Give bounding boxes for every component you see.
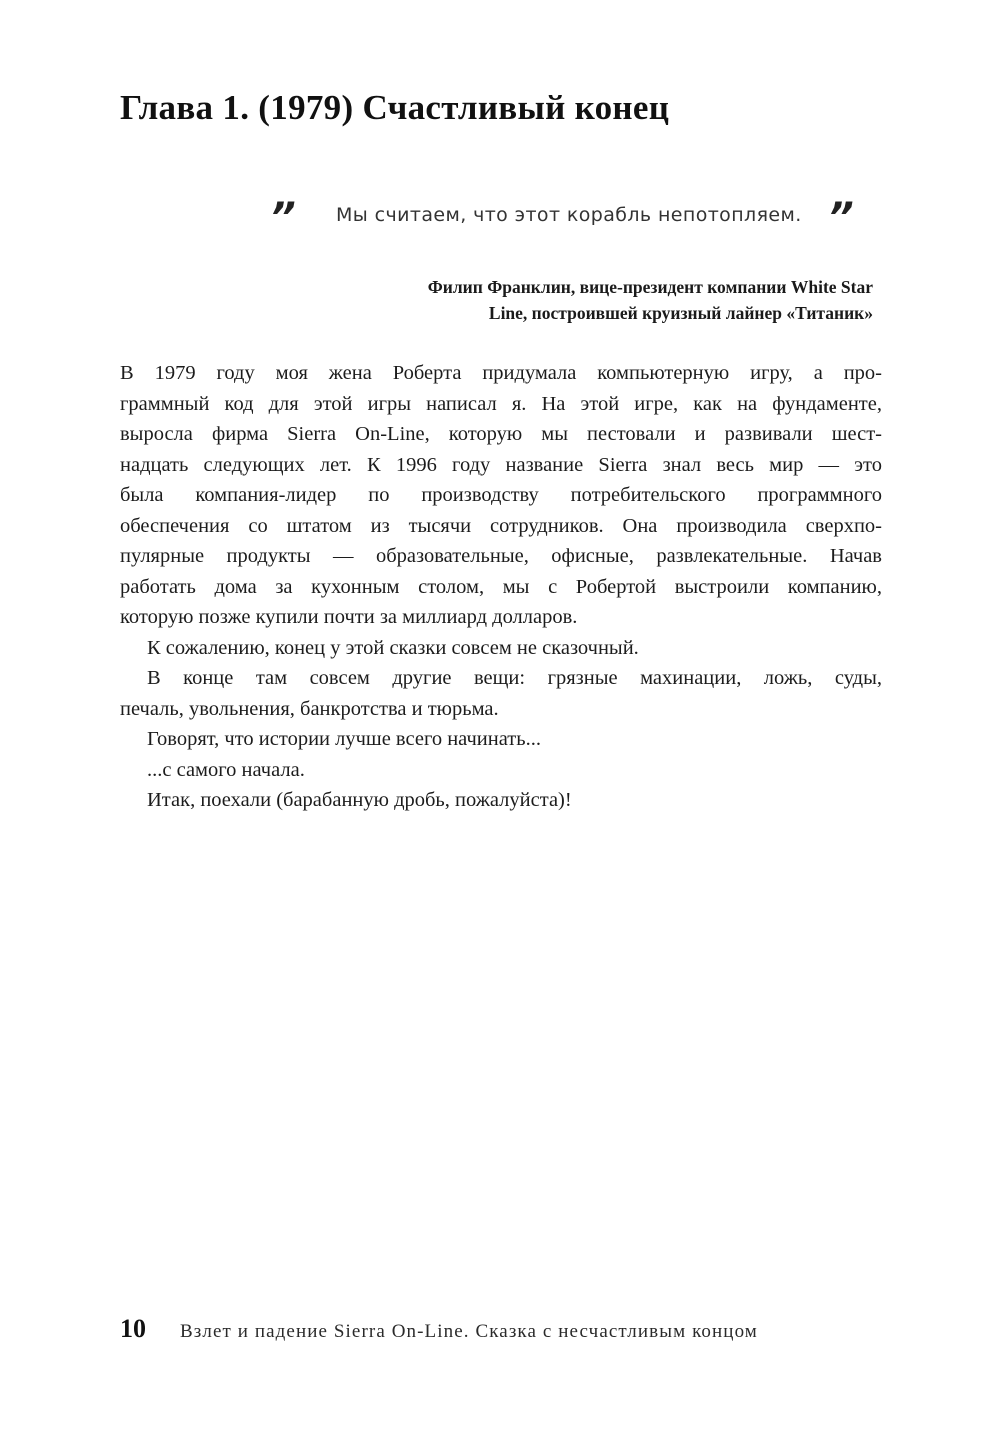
text-line: печаль, увольнения, банкротства и тюрьма. — [120, 697, 499, 720]
closing-quote-mark: ” — [828, 195, 854, 241]
page-number: 10 — [120, 1314, 146, 1343]
chapter-title: Глава 1. (1979) Счастливый конец — [120, 88, 670, 127]
opening-quote-mark: ” — [270, 195, 296, 241]
paragraph: Говорят, что истории лучше всего начинать... — [147, 728, 541, 750]
text-line: обеспечения со штатом из тысячи сотрудников. Она производила сверхпо- — [120, 514, 882, 537]
attribution-line: Филип Франклин, вице-президент компании White Star — [427, 277, 873, 297]
chapter-body — [120, 358, 882, 816]
text-line: была компания-лидер по производству потребительского программного — [120, 484, 882, 506]
paragraph: Итак, поехали (барабанную дробь, пожалуйста)! — [147, 789, 572, 811]
text-line: которую позже купили почти за миллиард долларов. — [120, 606, 578, 628]
text-line: выросла фирма Sierra On-Line, которую мы пестовали и развивали шест- — [120, 423, 882, 445]
text-line: надцать следующих лет. К 1996 году название Sierra знал весь мир — это — [120, 453, 882, 476]
epigraph-quote: Мы считаем, что этот корабль непотопляем. — [336, 204, 802, 226]
text-line: работать дома за кухонным столом, мы с Робертой выстроили компанию, — [120, 575, 882, 598]
epigraph-attribution — [310, 274, 873, 326]
text-line: В конце там совсем другие вещи: грязные махинации, ложь, суды, — [147, 667, 882, 689]
paragraph: К сожалению, конец у этой сказки совсем не сказочный. — [147, 636, 639, 659]
epigraph — [270, 196, 870, 240]
text-line: В 1979 году моя жена Роберта придумала компьютерную игру, а про- — [120, 362, 882, 384]
paragraph: ...с самого начала. — [147, 758, 305, 781]
running-head: Взлет и падение Sierra On-Line. Сказка с несчастливым концом — [180, 1321, 758, 1342]
text-line: пулярные продукты — образовательные, офисные, развлекательные. Начав — [120, 545, 882, 567]
page-footer — [120, 1314, 880, 1350]
attribution-line: Line, построившей круизный лайнер «Титаник» — [488, 303, 873, 323]
text-line: граммный код для этой игры написал я. На этой игре, как на фундаменте, — [120, 392, 882, 415]
